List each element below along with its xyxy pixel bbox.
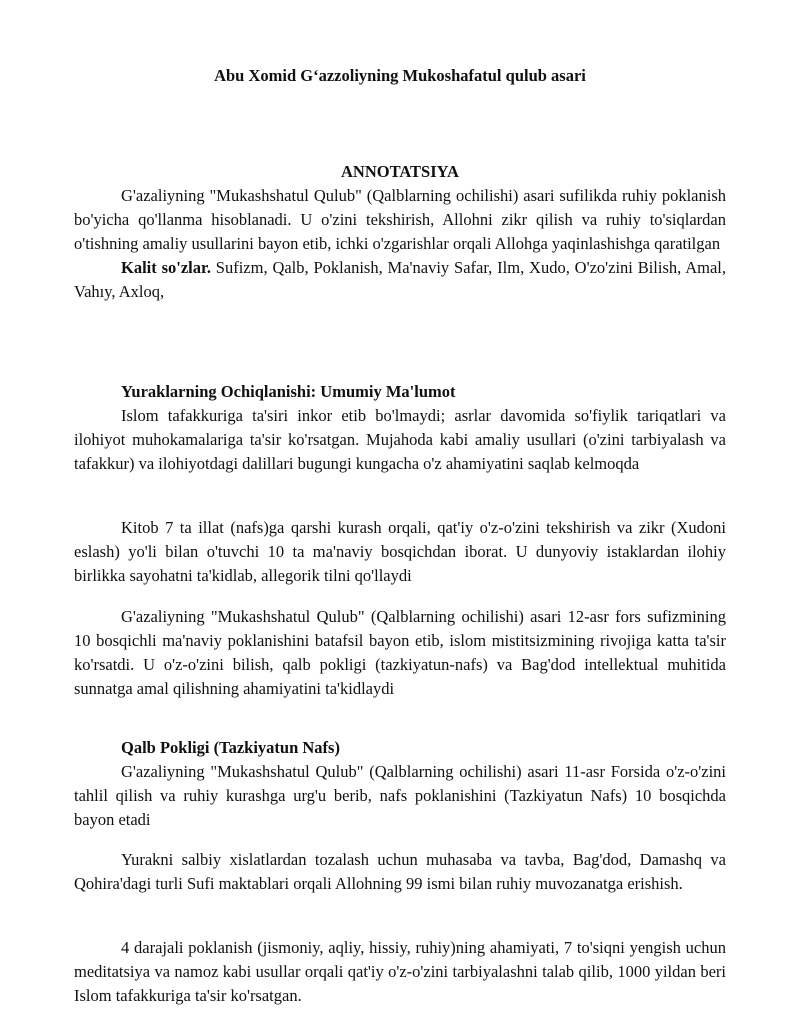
overview-paragraph-3-block xyxy=(74,605,726,701)
purity-section xyxy=(74,736,726,832)
purity-paragraph-2: Yurakni salbiy xislatlardan tozalash uchun muhasaba va tavba, Bag'dod, Damashq va Qohira'dagi turli Sufi maktablari orqali Allohning 99 ismi bilan ruhiy muvozanatga erishish. xyxy=(74,850,726,893)
keywords-text: Sufizm, Qalb, Poklanish, Ma'naviy Safar, Ilm, Xudo, O'zo'zini Bilish, Amal, Vahıy, Axloq, xyxy=(74,258,726,301)
overview-heading: Yuraklarning Ochiqlanishi: Umumiy Ma'lumot xyxy=(121,382,456,401)
document-title: Abu Xomid G‘azzoliyning Mukoshafatul qulub asari xyxy=(214,66,586,85)
keywords-label: Kalit so'zlar. xyxy=(121,258,211,277)
overview-paragraph-3: G'azaliyning "Mukashshatul Qulub" (Qalblarning ochilishi) asari 12-asr fors sufizmining 10 bosqichli ma'naviy poklanishini batafsil bayon etib, islom mistitsizmining rivojiga katta ta'sir ko'rsatdi. U o'z-o'zini bilish, qalb pokligi (tazkiyatun-nafs) va Bag'dod intellektual muhitida sunnatga amal qilishning ahamiyatini ta'kidlaydi xyxy=(74,607,726,698)
annotation-paragraph: G'azaliyning "Mukashshatul Qulub" (Qalblarning ochilishi) asari sufilikda ruhiy poklanish bo'yicha qo'llanma hisoblanadi. U o'zini tekshirish, Allohni zikr qilish va ruhiy to'siqlardan o'tishning amaliy usullarini bayon etib, ichki o'zgarishlar orqali Allohga yaqinlashishga qaratilgan xyxy=(74,186,726,253)
purity-paragraph-3-block xyxy=(74,936,726,1008)
annotation-section xyxy=(74,160,726,304)
purity-paragraph-2-block xyxy=(74,848,726,896)
purity-paragraph-1: G'azaliyning "Mukashshatul Qulub" (Qalblarning ochilishi) asari 11-asr Forsida o'z-o'zini tahlil qilish va ruhiy kurashga urg'u berib, nafs poklanishini (Tazkiyatun Nafs) 10 bosqichda bayon etadi xyxy=(74,762,726,829)
overview-paragraph-2-block xyxy=(74,516,726,588)
purity-paragraph-3: 4 darajali poklanish (jismoniy, aqliy, hissiy, ruhiy)ning ahamiyati, 7 to'siqni yengish uchun meditatsiya va namoz kabi usullar orqali qat'iy o'z-o'zini tarbiyalashni talab qilib, 1000 yildan beri Islom tafakkuriga ta'sir ko'rsatgan. xyxy=(74,938,726,1005)
overview-section xyxy=(74,380,726,476)
overview-paragraph-2: Kitob 7 ta illat (nafs)ga qarshi kurash orqali, qat'iy o'z-o'zini tekshirish va zikr (Xudoni eslash) yo'li bilan o'tuvchi 10 ta ma'naviy bosqichdan iborat. U dunyoviy istaklardan ilohiy birlikka sayohatni ta'kidlab, allegorik tilni qo'llaydi xyxy=(74,518,726,585)
annotation-heading: ANNOTATSIYA xyxy=(341,162,459,181)
purity-heading: Qalb Pokligi (Tazkiyatun Nafs) xyxy=(121,738,340,757)
overview-paragraph-1: Islom tafakkuriga ta'siri inkor etib bo'lmaydi; asrlar davomida so'fiylik tariqatlari va ilohiyot muhokamalariga ta'sir ko'rsatgan. Mujahoda kabi amaliy usullari (o'zini tarbiyalash va tafakkur) va ilohiyotdagi dalillari bugungi kungacha o'z ahamiyatini saqlab kelmoqda xyxy=(74,406,726,473)
keywords-paragraph xyxy=(74,256,726,304)
